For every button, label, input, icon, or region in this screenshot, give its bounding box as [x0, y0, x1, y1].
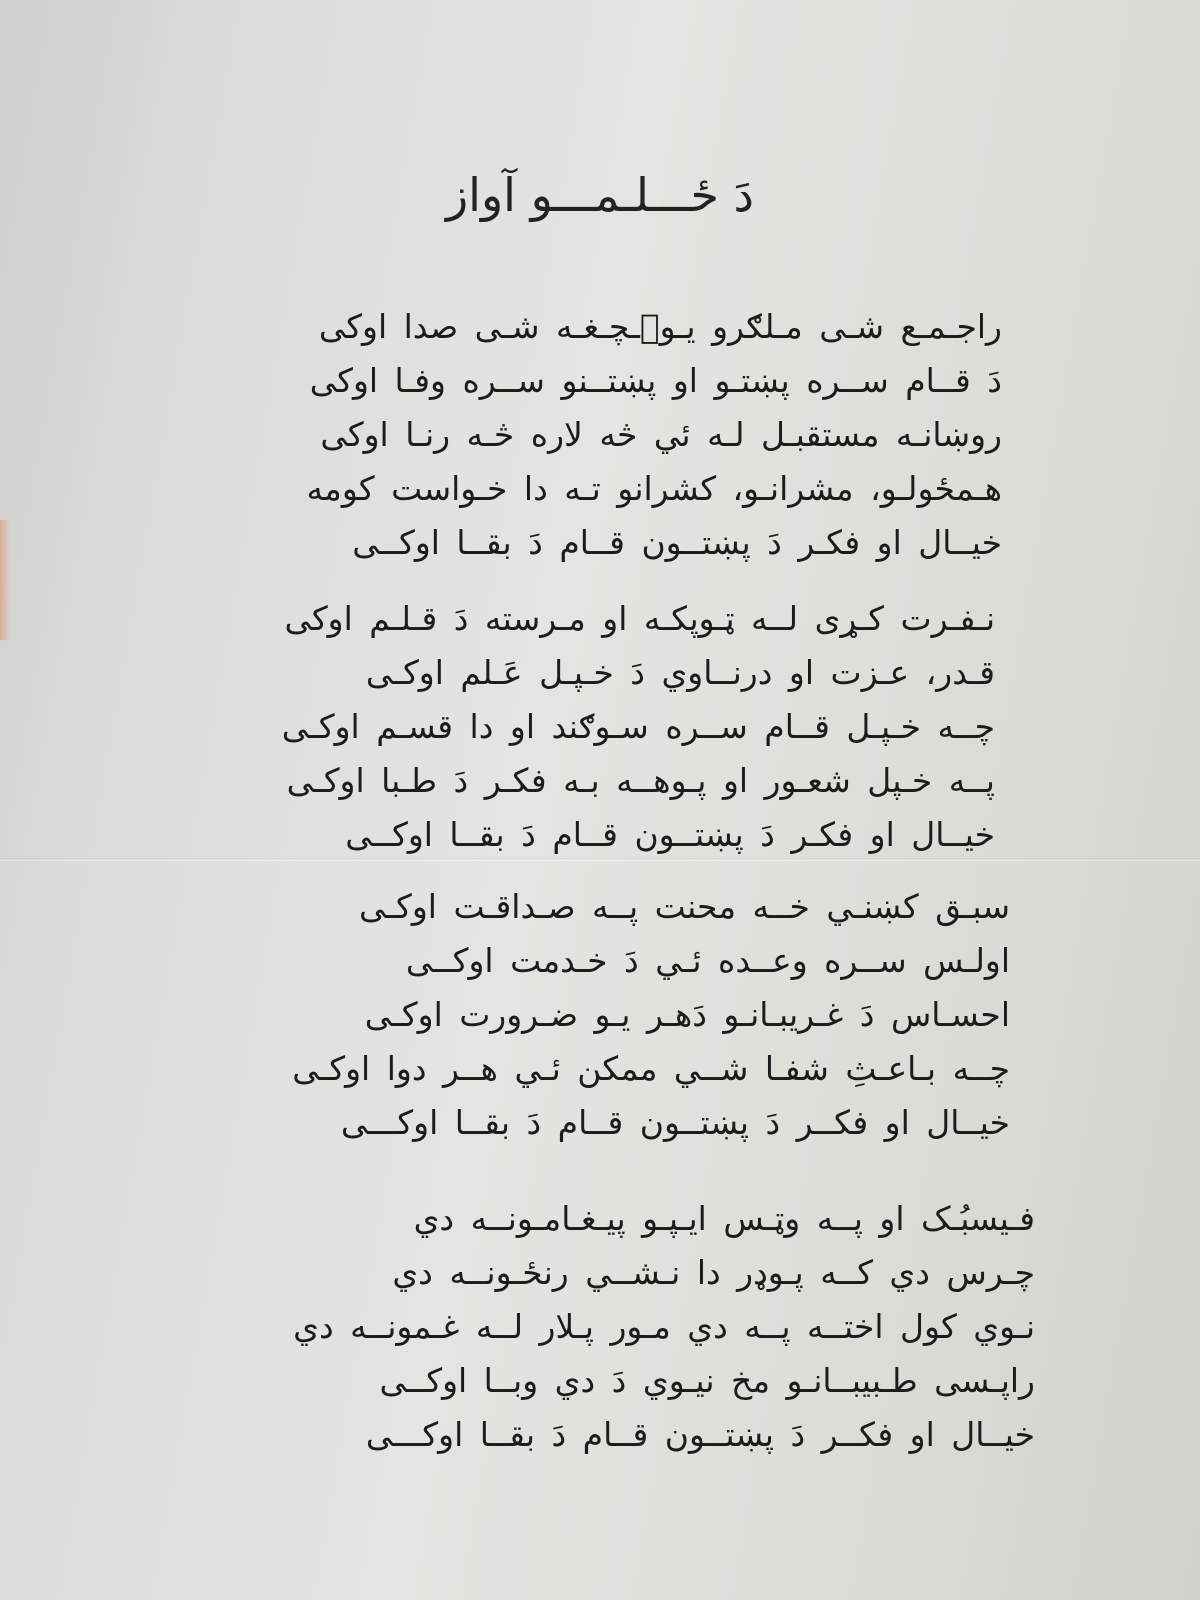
poem-line: پــه خـپل شعـور او پـوهــه بـه فکـر دَ طـبا اوکـی	[286, 761, 995, 800]
poem-line: چــه بـاعـثِ شفـا شــي ممکن ئـي هــر دوا اوکـی	[292, 1049, 1010, 1088]
poem-line: اولـس ســره وعــده ئـي دَ خـدمت اوکــی	[405, 941, 1010, 980]
poem-line: نـفـرت کـړی لــه ټـوپکـه او مـرسته دَ قـلـم اوکی	[284, 599, 995, 638]
stanza-2	[245, 592, 995, 862]
poem-line: فـیسبُـک او پــه وټـس ایـپـو پیـغـامـونــه دي	[413, 1199, 1035, 1238]
poem-line: چــه خـپـل قــام ســره سـوګند او دا قسـم اوکـی	[281, 707, 995, 746]
poem-refrain: خیــال او فکـر دَ پښتــون قــام دَ بقــا اوکــی	[352, 523, 1002, 562]
poem-line: هـمځولـو، مشرانـو، کشرانو تـه دا خـواست کومه	[306, 469, 1002, 508]
poem-line: قـدر، عـزت او درنــاوي دَ خـپـل عَـلم اوکـی	[365, 653, 995, 692]
page-edge-shadow	[0, 520, 10, 640]
poem-line: راجـمـع شـی مـلګرو یـو٘ـچـغـه شـی صدا اوکی	[318, 307, 1002, 346]
poem-line: سبـق کښنـي خــه محنت پــه صـداقـت اوکـی	[358, 887, 1010, 926]
poem-line: چـرس دي کــه پـوډر دا نـشــي رنځـونــه دي	[392, 1253, 1035, 1292]
poem-refrain: خیــال او فکـر دَ پښتــون قــام دَ بقــا اوکــی	[345, 815, 995, 854]
stanza-3	[220, 880, 1010, 1150]
stanza-4	[205, 1192, 1035, 1462]
stanza-1	[242, 300, 1002, 570]
poem-line: راپـسی طـبیبــانـو مخ نیـوي دَ دي وبــا اوکــی	[379, 1361, 1035, 1400]
poem-title: دَ ځـــلـمـــو آواز	[445, 168, 755, 222]
poem-line: احسـاس دَ غـریبـانـو دَهـر یـو ضـرورت اوکـی	[364, 995, 1010, 1034]
poem-line: دَ قــام ســره پښتـو او پښتــنو ســره وفـا اوکی	[309, 361, 1002, 400]
poem-line: نـوي کول اختــه پــه دي مـور پـلار لــه غـمونــه دي	[293, 1307, 1035, 1346]
poem-line: روښانـه مستقبـل لـه ئي څه لاره څـه رنـا اوکی	[320, 415, 1002, 454]
poem-refrain: خیــال او فکــر دَ پښتــون قــام دَ بقــا اوکـــی	[365, 1415, 1035, 1454]
poem-refrain: خیــال او فکــر دَ پښتــون قــام دَ بقــا اوکـــی	[340, 1103, 1010, 1142]
